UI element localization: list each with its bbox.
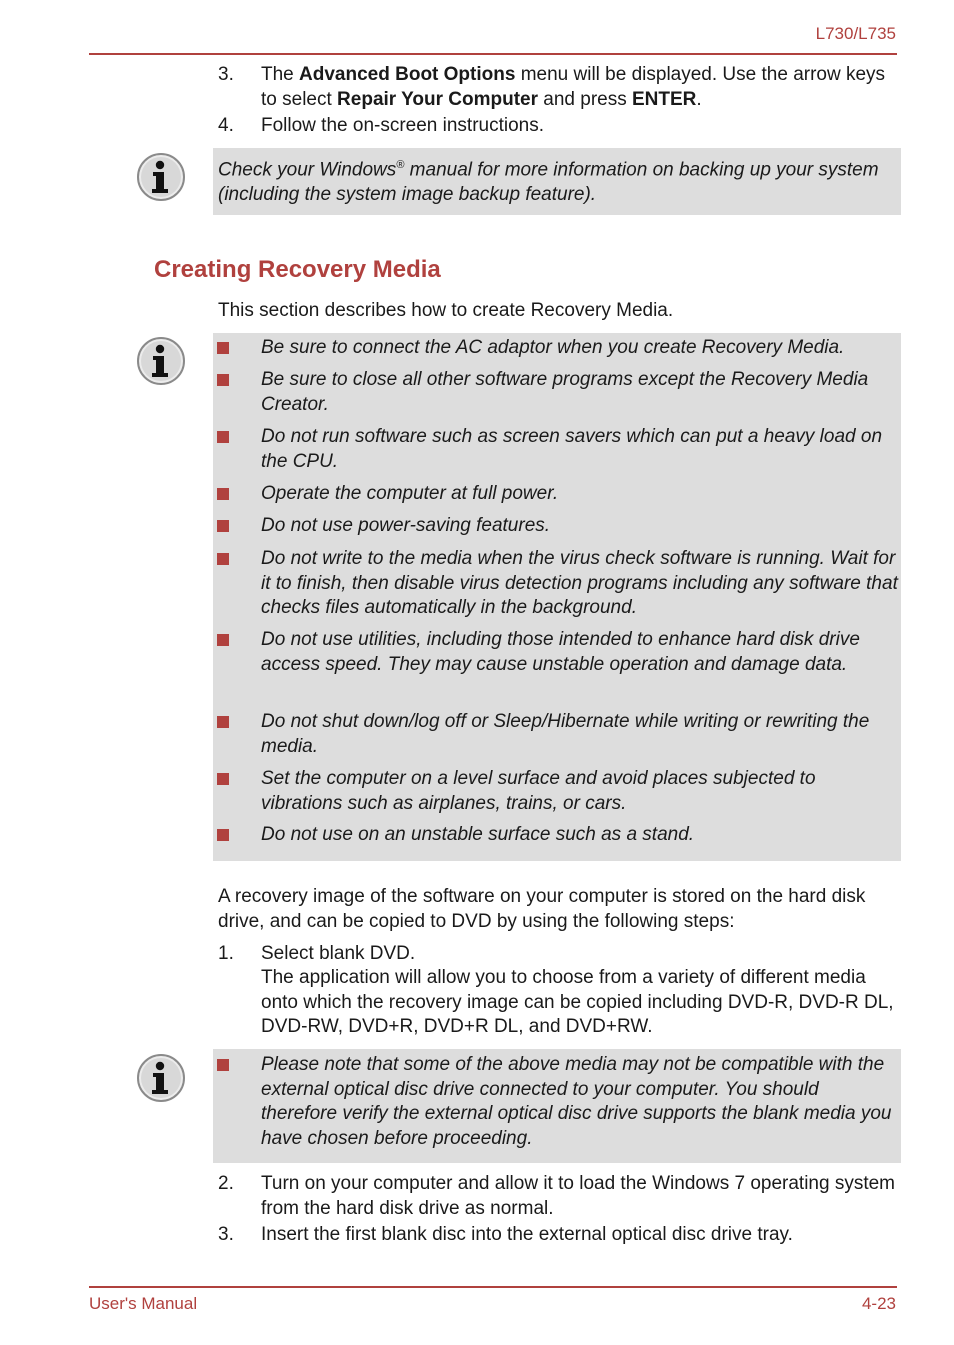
bullet-marker: [217, 342, 229, 354]
note-list-item: Be sure to close all other software programs except the Recovery Media Creator.: [261, 369, 869, 415]
bullet-marker: [217, 773, 229, 785]
step-text: Turn on your computer and allow it to load the Windows 7 operating system from the hard disk drive as normal.: [261, 1173, 896, 1219]
step-number: 1.: [218, 943, 234, 964]
step-number: 3.: [218, 1224, 234, 1245]
note-box: [213, 148, 901, 215]
body-paragraph: A recovery image of the software on your computer is stored on the hard disk drive, and can be copied to DVD by using the following steps:: [218, 886, 866, 932]
note-list-item: Do not run software such as screen savers which can put a heavy load on the CPU.: [261, 426, 883, 472]
step-detail: The application will allow you to choose from a variety of different media onto which the recovery image can be copied including DVD-R, DVD-R DL, DVD-RW, DVD+R, DVD+R DL, and DVD+RW.: [261, 967, 894, 1037]
note-list-item: Please note that some of the above media may not be compatible with the external optical disc drive connected to your computer. You should therefore verify the external optical disc drive supports the blank media you have chosen before proceeding.: [261, 1054, 892, 1149]
step-text: Follow the on-screen instructions.: [261, 115, 545, 136]
bullet-marker: [217, 374, 229, 386]
bullet-marker: [217, 829, 229, 841]
step-title: Select blank DVD.: [261, 943, 416, 964]
note-list-item: Operate the computer at full power.: [261, 483, 559, 504]
step-number: 4.: [218, 115, 234, 136]
step-number: 3.: [218, 64, 234, 85]
note-text: Check your Windows® manual for more information on backing up your system (including the system image backup feature).: [218, 159, 879, 205]
step-text: The Advanced Boot Options menu will be displayed. Use the arrow keys to select Repair Your Computer and press ENTER.: [261, 64, 886, 110]
note-list-item: Do not write to the media when the virus check software is running. Wait for it to finish, then disable virus detection programs including any software that checks files automatically in the background.: [261, 548, 898, 618]
info-icon: [136, 336, 186, 386]
note-list-item: Do not shut down/log off or Sleep/Hibernate while writing or rewriting the media.: [261, 711, 870, 757]
section-title: Creating Recovery Media: [154, 256, 441, 283]
bullet-marker: [217, 553, 229, 565]
info-icon: [136, 1053, 186, 1103]
section-intro: This section describes how to create Recovery Media.: [218, 300, 674, 321]
bullet-marker: [217, 716, 229, 728]
bullet-marker: [217, 1059, 229, 1071]
footer-manual-title: User's Manual: [89, 1294, 198, 1313]
header-rule: [89, 53, 897, 55]
footer-rule: [89, 1286, 897, 1288]
bullet-marker: [217, 488, 229, 500]
note-list-item: Do not use on an unstable surface such as a stand.: [261, 824, 695, 845]
note-list-item: Do not use utilities, including those intended to enhance hard disk drive access speed. They may cause unstable operation and damage data.: [261, 629, 860, 675]
page-number: 4-23: [861, 1294, 896, 1313]
bullet-marker: [217, 431, 229, 443]
bullet-marker: [217, 520, 229, 532]
bullet-marker: [217, 634, 229, 646]
note-list-item: Set the computer on a level surface and avoid places subjected to vibrations such as airplanes, trains, or cars.: [261, 768, 816, 814]
step-number: 2.: [218, 1173, 234, 1194]
info-icon: [136, 152, 186, 202]
header-model: L730/L735: [815, 24, 896, 43]
step-text: Insert the first blank disc into the external optical disc drive tray.: [261, 1224, 793, 1245]
note-list-item: Be sure to connect the AC adaptor when you create Recovery Media.: [261, 337, 845, 358]
note-list-item: Do not use power-saving features.: [261, 515, 551, 536]
